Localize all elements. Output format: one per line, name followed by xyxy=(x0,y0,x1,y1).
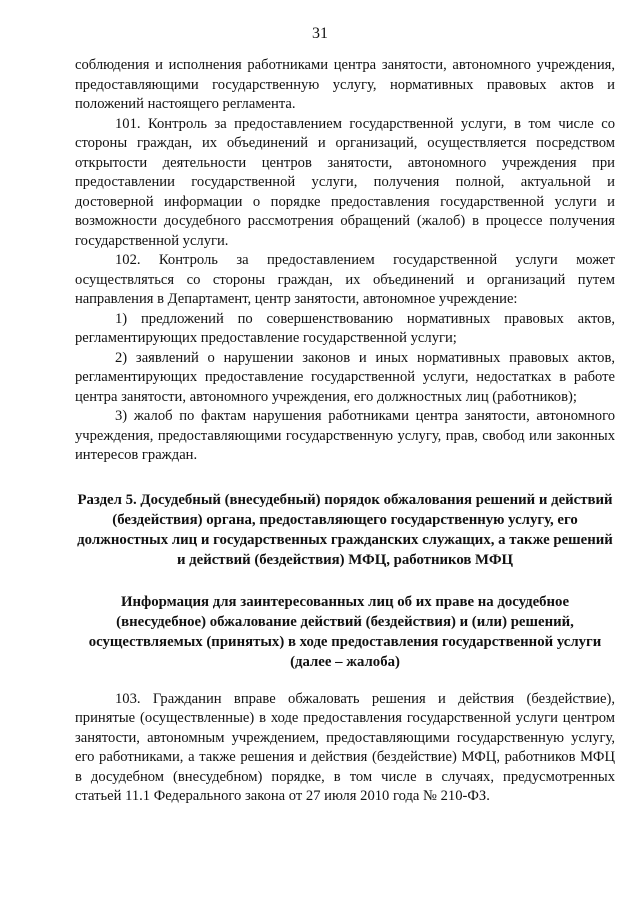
page-number: 31 xyxy=(312,25,328,42)
list-item-102-3: 3) жалоб по фактам нарушения работниками центра занятости, автономного учреждения, предоставляющими государственную услугу, прав, свобод или законных интересов граждан. xyxy=(75,408,615,463)
paragraph-102: 102. Контроль за предоставлением государственной услуги может осуществляться со стороны граждан, их объединений и организаций путем направления в Департамент, центр занятости, автономное учреждение: xyxy=(75,252,615,307)
paragraph-continuation: соблюдения и исполнения работниками центра занятости, автономного учреждения, предоставляющими государственную услугу, нормативных правовых актов и положений настоящего регламента. xyxy=(75,57,615,112)
spacer xyxy=(75,672,615,690)
paragraph-103: 103. Гражданин вправе обжаловать решения и действия (бездействие), принятые (осуществленные) в ходе предоставления государственной услуги центром занятости, автономным учреждением, предоставляющими государственную услугу, его работниками, а также решения и действия (бездействие) МФЦ, работников МФЦ в досудебном (внесудебном) порядке, в том числе в случаях, предусмотренных статьей 11.1 Федерального закона от 27 июля 2010 года № 210-ФЗ. xyxy=(75,690,615,804)
paragraph-101: 101. Контроль за предоставлением государственной услуги, в том числе со стороны граждан, их объединений и организаций, осуществляется посредством открытости деятельности центров занятости, автономного учреждения при предоставлении государственной услуги, получения полной, актуальной и достоверной информации о порядке предоставления государственной услуги и возможности досудебного рассмотрения обращений (жалоб) в процессе получения государственной услуги. xyxy=(75,115,615,249)
document-body xyxy=(75,56,615,807)
list-item-102-2: 2) заявлений о нарушении законов и иных нормативных правовых актов, регламентирующих предоставление государственной услуги, недостатках в работе центра занятости, автономного учреждения, его должностных лиц (работников); xyxy=(75,349,615,405)
list-item-102-1: 1) предложений по совершенствованию нормативных правовых актов, регламентирующих предоставление государственной услуги; xyxy=(75,310,615,346)
spacer xyxy=(75,466,615,490)
info-heading: Информация для заинтересованных лиц об их праве на досудебное (внесудебное) обжалование действий (бездействия) и (или) решений, осуществляемых (принятых) в ходе предоставления государственной услуги (далее – жалоба) xyxy=(88,593,602,670)
section-heading: Раздел 5. Досудебный (внесудебный) порядок обжалования решений и действий (бездействия) органа, предоставляющего государственную услугу, его должностных лиц и государственных гражданских служащих, а также решений и действий (бездействия) МФЦ, работников МФЦ xyxy=(77,491,613,568)
spacer xyxy=(75,570,615,592)
